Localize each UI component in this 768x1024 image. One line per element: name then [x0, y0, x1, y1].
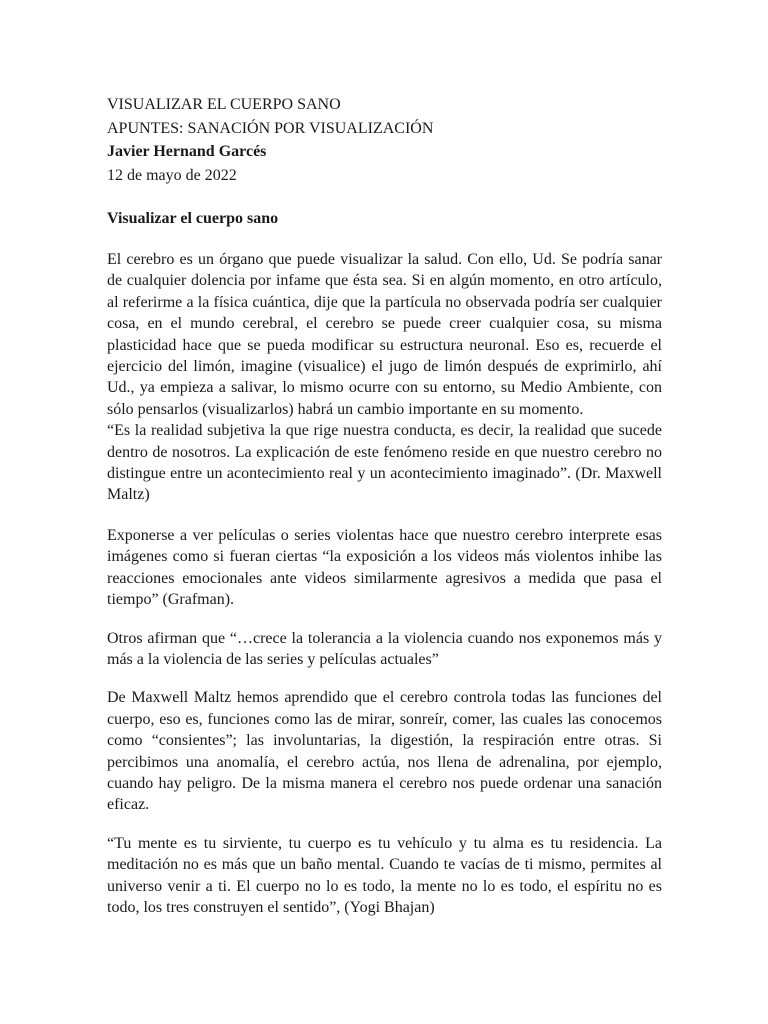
body-paragraph: Otros afirman que “…crece la tolerancia a la violencia cuando nos exponemos más y más a la violencia de las series y películas actuales”: [107, 629, 662, 668]
quote-paragraph: “Tu mente es tu sirviente, tu cuerpo es tu vehículo y tu alma es tu residencia. La meditación no es más que un baño mental. Cuando te vacías de ti mismo, permites al universo venir a ti. El cuerpo no lo es todo, la mente no lo es todo, el espíritu no es todo, los tres construyen el sentido”, (Yogi Bhajan): [107, 834, 662, 916]
quote-paragraph: “Es la realidad subjetiva la que rige nuestra conducta, es decir, la realidad que sucede dentro de nosotros. La explicación de este fenómeno reside en que nuestro cerebro no distingue entre un acontecimiento real y un acontecimiento imaginado”. (Dr. Maxwell Maltz): [107, 422, 662, 504]
document-date: 12 de mayo de 2022: [107, 166, 237, 184]
body-paragraph: De Maxwell Maltz hemos aprendido que el cerebro controla todas las funciones del cuerpo, eso es, funciones como las de mirar, sonreír, comer, las cuales las conocemos como “consientes”; las involuntarias, la digestión, la respiración entre otras. Si percibimos una anomalía, el cerebro actúa, nos llena de adrenalina, por ejemplo, cuando hay peligro. De la misma manera el cerebro nos puede ordenar una sanación eficaz.: [107, 689, 662, 814]
document-page: [107, 93, 662, 918]
body-paragraph: Exponerse a ver películas o series violentas hace que nuestro cerebro interprete esas imágenes como si fueran ciertas “la exposición a los videos más violentos inhibe las reacciones emocionales ante videos similarmente agresivos a medida que pasa el tiempo” (Grafman).: [107, 526, 662, 609]
body-paragraph: El cerebro es un órgano que puede visualizar la salud. Con ello, Ud. Se podría sanar de cualquier dolencia por infame que ésta sea. Si en algún momento, en otro artículo, al referirme a la física cuántica, dije que la partícula no observada podría ser cualquier cosa, en el mundo cerebral, el cerebro se puede creer cualquier cosa, su misma plasticidad hace que se pueda modificar su estructura neuronal. Eso es, recuerde el ejercicio del limón, imagine (visualice) el jugo de limón después de exprimirlo, ahí Ud., ya empieza a salivar, lo mismo ocurre con su entorno, su Medio Ambiente, con sólo pensarlos (visualizarlos) habrá un cambio importante en su momento.: [107, 251, 662, 418]
document-subtitle: APUNTES: SANACIÓN POR VISUALIZACIÓN: [107, 119, 434, 137]
section-heading: Visualizar el cuerpo sano: [107, 210, 279, 227]
document-title: VISUALIZAR EL CUERPO SANO: [107, 96, 341, 113]
document-author: Javier Hernand Garcés: [107, 143, 267, 160]
